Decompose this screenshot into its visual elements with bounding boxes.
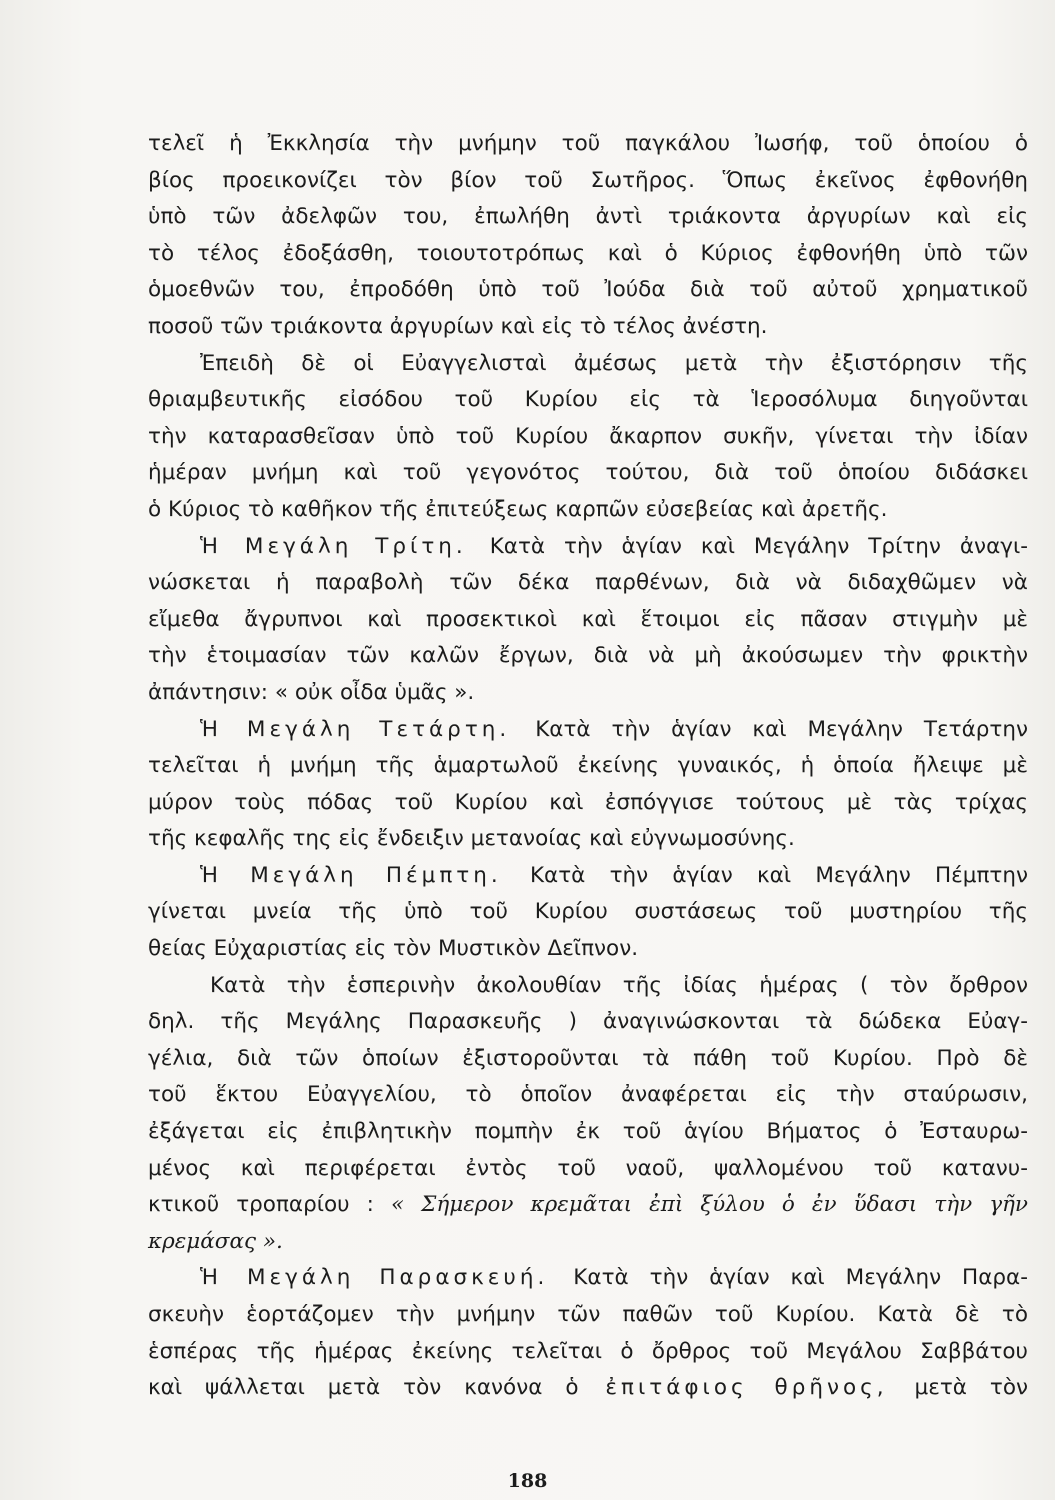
line-text: ἑσπέρας τῆς ἡμέρας ἐκείνης τελεῖται ὁ ὄρθρος τοῦ Μεγάλου Σαββάτου (148, 1338, 1028, 1364)
page-number: 188 (507, 1470, 548, 1492)
text-line (148, 1187, 1028, 1224)
line-text: ἡμέραν μνήμη καὶ τοῦ γεγονότος τούτου, διὰ τοῦ ὁποίου διδάσκει (148, 460, 1028, 486)
text-line (148, 785, 1028, 822)
line-text: νώσκεται ἡ παραβολὴ τῶν δέκα παρθένων, διὰ νὰ διδαχθῶμεν νὰ (148, 570, 1028, 596)
line-text: τὴν καταρασθεῖσαν ὑπὸ τοῦ Κυρίου ἄκαρπον συκῆν, γίνεται τὴν ἰδίαν (148, 423, 1028, 449)
line-text: καὶ ψάλλεται μετὰ τὸν κανόνα ὁ (148, 1375, 579, 1401)
line-text: τοῦ ἕκτου Εὐαγγελίου, τὸ ὁποῖον ἀναφέρεται εἰς τὴν σταύρωσιν, (148, 1082, 1028, 1108)
line-text: δηλ. τῆς Μεγάλης Παρασκευῆς ) ἀναγινώσκονται τὰ δώδεκα Εὐαγ- (148, 1009, 1028, 1035)
line-text-tail: μετὰ τὸν (914, 1375, 1028, 1401)
text-line (148, 712, 1028, 749)
line-text: γέλια, διὰ τῶν ὁποίων ἐξιστοροῦνται τὰ πάθη τοῦ Κυρίου. Πρὸ δὲ (148, 1045, 1028, 1071)
text-line (148, 1004, 1028, 1041)
line-text: βίος προεικονίζει τὸν βίον τοῦ Σωτῆρος. Ὅπως ἐκεῖνος ἐφθονήθη (148, 167, 1028, 193)
line-text: Κατὰ τὴν ἁγίαν καὶ Μεγάλην Παρα- (573, 1265, 1028, 1291)
line-text: θείας Εὐχαριστίας εἰς τὸν Μυστικὸν Δεῖπνον. (148, 936, 639, 962)
text-line (148, 748, 1028, 785)
text-line (148, 1224, 1028, 1261)
text-line (148, 126, 1028, 163)
line-text: Κατὰ τὴν ἁγίαν καὶ Μεγάλην Τρίτην ἀναγι- (489, 533, 1028, 559)
text-line (148, 1041, 1028, 1078)
line-text: Ἐπειδὴ δὲ οἱ Εὐαγγελισταὶ ἀμέσως μετὰ τὴν ἐξιστόρησιν τῆς (200, 350, 1028, 376)
text-line (148, 346, 1028, 383)
section-heading: Ἡ Μεγάλη Τρίτη. (200, 533, 490, 559)
line-text: τελεῖται ἡ μνήμη τῆς ἁμαρτωλοῦ ἐκείνης γυναικός, ἡ ὁποία ἤλειψε μὲ (148, 753, 1028, 779)
quoted-hymn: κρεμάσας ». (148, 1228, 283, 1254)
section-heading: Ἡ Μεγάλη Τετάρτη. (200, 716, 536, 742)
text-line (148, 638, 1028, 675)
text-line (148, 1077, 1028, 1114)
section-heading: Ἡ Μεγάλη Πέμπτη. (200, 862, 530, 888)
text-line (148, 968, 1028, 1005)
text-line (148, 455, 1028, 492)
text-line (148, 272, 1028, 309)
line-text: τελεῖ ἡ Ἐκκλησία τὴν μνήμην τοῦ παγκάλου Ἰωσήφ, τοῦ ὁποίου ὁ (148, 131, 1028, 156)
text-line (148, 821, 1028, 858)
text-line (148, 529, 1028, 566)
line-text: τὸ τέλος ἐδοξάσθη, τοιουτοτρόπως καὶ ὁ Κύριος ἐφθονήθη ὑπὸ τῶν (148, 240, 1028, 266)
line-text: ἐξάγεται εἰς ἐπιβλητικὴν πομπὴν ἐκ τοῦ ἁγίου Βήματος ὁ Ἐσταυρω- (148, 1119, 1028, 1145)
text-line (148, 858, 1028, 895)
text-line (148, 1334, 1028, 1371)
line-text: γίνεται μνεία τῆς ὑπὸ τοῦ Κυρίου συστάσεως τοῦ μυστηρίου τῆς (148, 899, 1028, 925)
line-text: μένος καὶ περιφέρεται ἐντὸς τοῦ ναοῦ, ψαλλομένου τοῦ κατανυ- (148, 1155, 1028, 1181)
quoted-hymn: « Σήμερον κρεμᾶται ἐπὶ ξύλου ὁ ἐν ὕδασι τὴν γῆν (373, 1192, 1028, 1218)
line-text: θριαμβευτικῆς εἰσόδου τοῦ Κυρίου εἰς τὰ Ἱεροσόλυμα διηγοῦνται (148, 387, 1028, 413)
line-text: Κατὰ τὴν ἁγίαν καὶ Μεγάλην Τετάρτην (535, 716, 1028, 742)
section-heading: Ἡ Μεγάλη Παρασκευή. (200, 1265, 574, 1291)
line-text: μύρον τοὺς πόδας τοῦ Κυρίου καὶ ἐσπόγγισε τούτους μὲ τὰς τρίχας (148, 789, 1028, 815)
text-line (148, 1151, 1028, 1188)
text-line (148, 199, 1028, 236)
line-text: Κατὰ τὴν ἑσπερινὴν ἀκολουθίαν τῆς ἰδίας ἡμέρας ( τὸν ὄρθρον (210, 972, 1028, 998)
line-text: ὑπὸ τῶν ἀδελφῶν του, ἐπωλήθη ἀντὶ τριάκοντα ἀργυρίων καὶ εἰς (148, 204, 1028, 230)
line-text: σκευὴν ἑορτάζομεν τὴν μνήμην τῶν παθῶν τοῦ Κυρίου. Κατὰ δὲ τὸ (148, 1302, 1028, 1327)
line-text: τὴν ἑτοιμασίαν τῶν καλῶν ἔργων, διὰ νὰ μὴ ἀκούσωμεν τὴν φρικτὴν (148, 643, 1028, 669)
text-line (148, 675, 1028, 712)
line-text: ὁμοεθνῶν του, ἐπροδόθη ὑπὸ τοῦ Ἰούδα διὰ τοῦ αὐτοῦ χρηματικοῦ (148, 277, 1028, 303)
body-text (148, 126, 1028, 1407)
text-line (148, 1114, 1028, 1151)
text-line (148, 163, 1028, 200)
line-text: τῆς κεφαλῆς της εἰς ἔνδειξιν μετανοίας καὶ εὐγνωμοσύνης. (148, 826, 795, 852)
text-line (148, 602, 1028, 639)
line-text: ὁ Κύριος τὸ καθῆκον τῆς ἐπιτεύξεως καρπῶν εὐσεβείας καὶ ἀρετῆς. (148, 496, 888, 522)
text-line (148, 565, 1028, 602)
text-line (148, 931, 1028, 968)
text-line (148, 419, 1028, 456)
emphasized-text: ἐπιτάφιος θρῆνος, (578, 1375, 915, 1401)
text-line (148, 236, 1028, 273)
line-text: ποσοῦ τῶν τριάκοντα ἀργυρίων καὶ εἰς τὸ τέλος ἀνέστη. (148, 313, 768, 339)
line-text: Κατὰ τὴν ἁγίαν καὶ Μεγάλην Πέμπτην (529, 862, 1029, 888)
line-text: ἀπάντησιν: « οὐκ οἶδα ὑμᾶς ». (148, 679, 475, 705)
line-text: κτικοῦ τροπαρίου : (148, 1192, 374, 1218)
text-line (148, 492, 1028, 529)
text-line (148, 1297, 1028, 1334)
text-line (148, 1370, 1028, 1407)
text-line (148, 382, 1028, 419)
line-text: εἴμεθα ἄγρυπνοι καὶ προσεκτικοὶ καὶ ἕτοιμοι εἰς πᾶσαν στιγμὴν μὲ (148, 606, 1028, 632)
text-line (148, 1260, 1028, 1297)
text-line (148, 894, 1028, 931)
text-line (148, 309, 1028, 346)
